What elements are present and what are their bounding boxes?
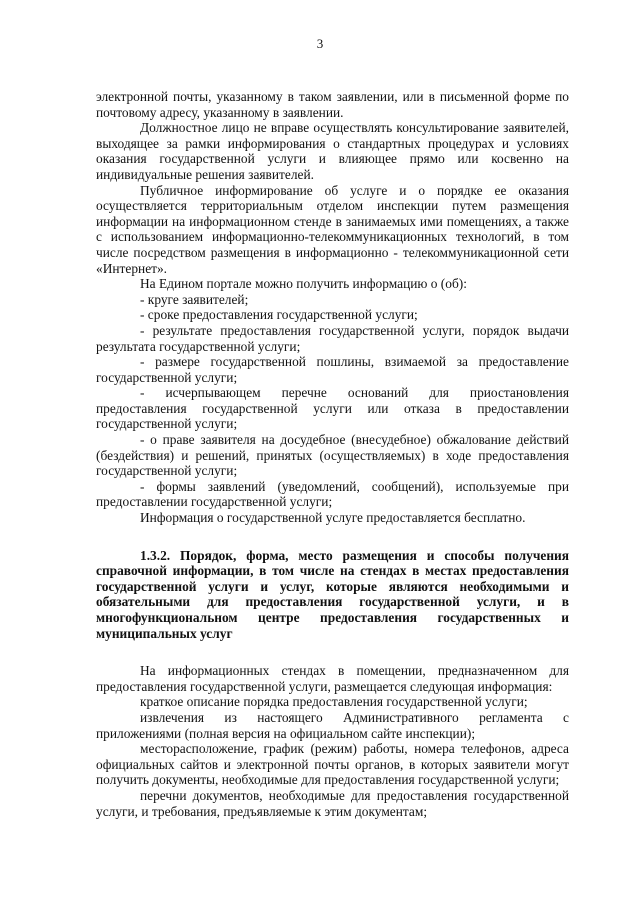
list-item: - сроке предоставления государственной услуги;	[140, 307, 418, 323]
list-item: - круге заявителей;	[140, 291, 249, 307]
paragraph: Информация о государственной услуге предоставляется бесплатно.	[140, 510, 526, 526]
section-heading: 1.3.2. Порядок, форма, место размещения и способы получения справочной информации, в том числе на стендах в местах предоставления государственной услуги и услуг, которые являются необходимыми и обязательными для предоставления государственной услуги, и в многофункциональном центре предоставления государственных и муниципальных услуг	[96, 547, 569, 641]
list-item: - формы заявлений (уведомлений, сообщений), используемые при предоставлении государственной услуги;	[96, 478, 569, 510]
list-item: извлечения из настоящего Административного регламента с приложениями (полная версия на официальном сайте инспекции);	[96, 709, 569, 741]
page-number: 3	[316, 36, 324, 51]
page-body	[96, 89, 569, 819]
list-item: - размере государственной пошлины, взимаемой за предоставление государственной услуги;	[96, 354, 569, 385]
paragraph: На информационных стендах в помещении, предназначенном для предоставления государственной услуги, размещается следующая информация:	[96, 663, 569, 694]
list-item: - о праве заявителя на досудебное (внесудебное) обжалование действий (бездействия) и решений, принятых (осуществляемых) в ходе предоставления государственной услуги;	[96, 432, 569, 479]
paragraph: Публичное информирование об услуге и о порядке ее оказания осуществляется территориальным отделом инспекции путем размещения информации на информационном стенде в занимаемых ими помещениях, а также с использованием информационно-телекоммуникационных технологий, в том числе посредством размещения в информационно - телекоммуникационной сети «Интернет».	[96, 182, 569, 276]
list-item: - исчерпывающем перечне оснований для приостановления предоставления государственной услуги или отказа в предоставлении государственной услуги;	[96, 385, 569, 432]
list-item: месторасположение, график (режим) работы, номера телефонов, адреса официальных сайтов и электронной почты органов, в которых заявители могут получить документы, необходимые для предоставления государственной услуги;	[96, 741, 569, 788]
list-item: краткое описание порядка предоставления государственной услуги;	[140, 694, 528, 710]
paragraph: Должностное лицо не вправе осуществлять консультирование заявителей, выходящее за рамки информирования о стандартных процедурах и условиях оказания государственной услуги и влияющее прямо или косвенно на индивидуальные решения заявителей.	[96, 120, 569, 182]
list-item: - результате предоставления государственной услуги, порядок выдачи результата государственной услуги;	[96, 322, 569, 354]
list-item: перечни документов, необходимые для предоставления государственной услуги, и требования, предъявляемые к этим документам;	[96, 787, 569, 819]
paragraph: электронной почты, указанному в таком заявлении, или в письменной форме по почтовому адресу, указанному в заявлении.	[96, 89, 569, 120]
paragraph: На Едином портале можно получить информацию о (об):	[140, 276, 467, 292]
